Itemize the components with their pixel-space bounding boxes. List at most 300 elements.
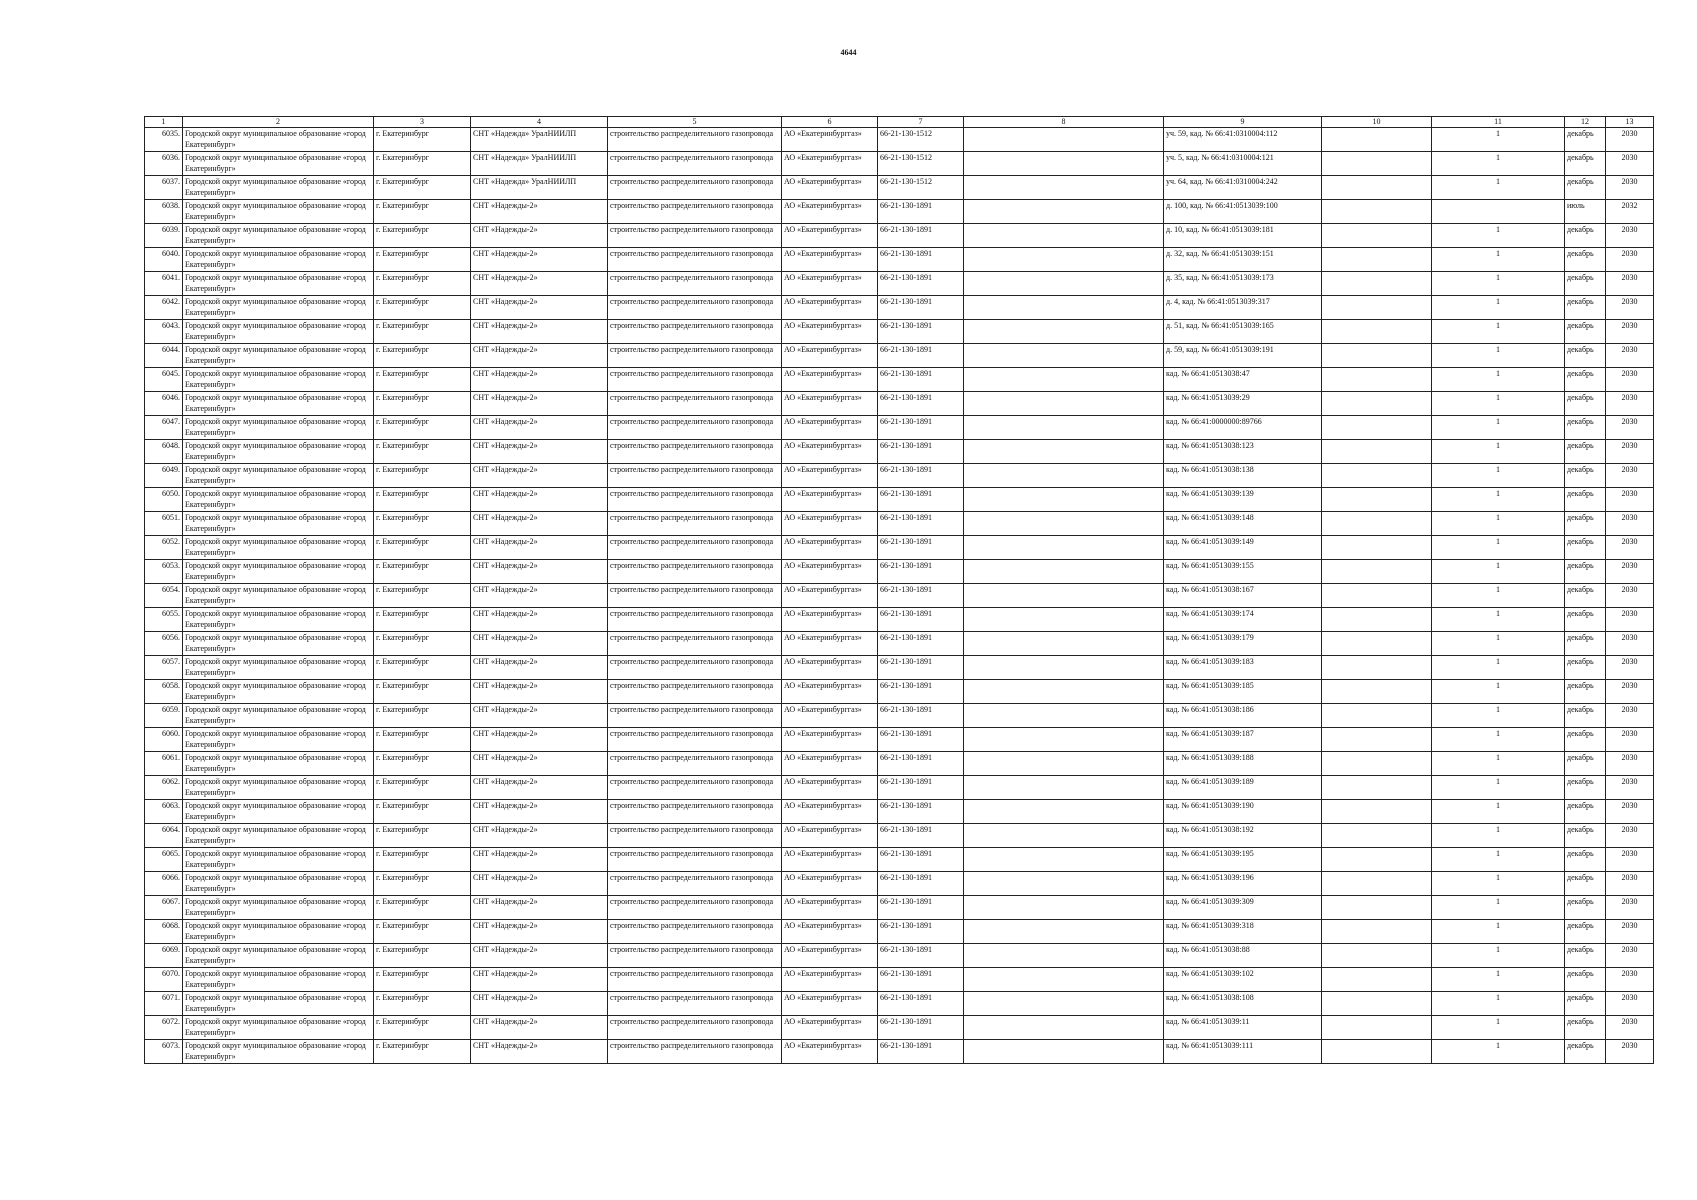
work-type-cell: строительство распределительного газопровода <box>608 488 782 512</box>
cadastral-number-cell: кад. № 66:41:0513038:192 <box>1164 824 1322 848</box>
table-row <box>145 944 1654 968</box>
quantity-cell <box>1432 200 1565 224</box>
registration-number-cell: 66-21-130-1891 <box>878 584 964 608</box>
operator-cell: АО «Екатеринбурггаз» <box>782 848 878 872</box>
registration-number-cell: 66-21-130-1891 <box>878 368 964 392</box>
year-cell: 2030 <box>1606 704 1654 728</box>
year-cell: 2030 <box>1606 896 1654 920</box>
empty-cell <box>964 176 1164 200</box>
municipality-cell: Городской округ муниципальное образование «город Екатеринбург» <box>183 464 374 488</box>
municipality-cell: Городской округ муниципальное образование «город Екатеринбург» <box>183 1040 374 1064</box>
month-cell: декабрь <box>1565 848 1606 872</box>
year-cell: 2030 <box>1606 776 1654 800</box>
year-cell: 2030 <box>1606 344 1654 368</box>
quantity-cell: 1 <box>1432 536 1565 560</box>
registration-number-cell: 66-21-130-1891 <box>878 1016 964 1040</box>
row-number: 6039. <box>145 224 183 248</box>
quantity-cell: 1 <box>1432 896 1565 920</box>
location-cell: СНТ «Надежды-2» <box>471 728 608 752</box>
location-cell: СНТ «Надежды-2» <box>471 968 608 992</box>
quantity-cell: 1 <box>1432 1040 1565 1064</box>
location-cell: СНТ «Надежды-2» <box>471 680 608 704</box>
empty-cell <box>1322 344 1432 368</box>
row-number: 6041. <box>145 272 183 296</box>
location-cell: СНТ «Надежды-2» <box>471 416 608 440</box>
cadastral-number-cell: кад. № 66:41:0513039:187 <box>1164 728 1322 752</box>
empty-cell <box>964 368 1164 392</box>
municipality-cell: Городской округ муниципальное образование «город Екатеринбург» <box>183 440 374 464</box>
operator-cell: АО «Екатеринбурггаз» <box>782 392 878 416</box>
empty-cell <box>1322 224 1432 248</box>
year-cell: 2030 <box>1606 368 1654 392</box>
empty-cell <box>964 680 1164 704</box>
municipality-cell: Городской округ муниципальное образование «город Екатеринбург» <box>183 992 374 1016</box>
empty-cell <box>964 440 1164 464</box>
quantity-cell: 1 <box>1432 848 1565 872</box>
operator-cell: АО «Екатеринбурггаз» <box>782 248 878 272</box>
settlement-cell: г. Екатеринбург <box>374 416 471 440</box>
cadastral-number-cell: д. 59, кад. № 66:41:0513039:191 <box>1164 344 1322 368</box>
cadastral-number-cell: кад. № 66:41:0000000:89766 <box>1164 416 1322 440</box>
operator-cell: АО «Екатеринбурггаз» <box>782 656 878 680</box>
work-type-cell: строительство распределительного газопровода <box>608 728 782 752</box>
month-cell: декабрь <box>1565 584 1606 608</box>
cadastral-number-cell: д. 32, кад. № 66:41:0513039:151 <box>1164 248 1322 272</box>
table-row <box>145 344 1654 368</box>
location-cell: СНТ «Надежды-2» <box>471 296 608 320</box>
empty-cell <box>1322 800 1432 824</box>
cadastral-number-cell: кад. № 66:41:0513038:47 <box>1164 368 1322 392</box>
gasification-table <box>144 116 1654 1064</box>
month-cell: декабрь <box>1565 344 1606 368</box>
operator-cell: АО «Екатеринбурггаз» <box>782 944 878 968</box>
registration-number-cell: 66-21-130-1891 <box>878 224 964 248</box>
cadastral-number-cell: д. 4, кад. № 66:41:0513039:317 <box>1164 296 1322 320</box>
column-header: 4 <box>471 117 608 128</box>
month-cell: декабрь <box>1565 464 1606 488</box>
registration-number-cell: 66-21-130-1512 <box>878 128 964 152</box>
cadastral-number-cell: кад. № 66:41:0513039:11 <box>1164 1016 1322 1040</box>
registration-number-cell: 66-21-130-1891 <box>878 272 964 296</box>
year-cell: 2030 <box>1606 440 1654 464</box>
municipality-cell: Городской округ муниципальное образование «город Екатеринбург» <box>183 536 374 560</box>
empty-cell <box>964 560 1164 584</box>
month-cell: декабрь <box>1565 1040 1606 1064</box>
table-row <box>145 1016 1654 1040</box>
work-type-cell: строительство распределительного газопровода <box>608 968 782 992</box>
cadastral-number-cell: кад. № 66:41:0513039:188 <box>1164 752 1322 776</box>
municipality-cell: Городской округ муниципальное образование «город Екатеринбург» <box>183 728 374 752</box>
table-row <box>145 416 1654 440</box>
year-cell: 2030 <box>1606 920 1654 944</box>
empty-cell <box>1322 920 1432 944</box>
quantity-cell: 1 <box>1432 776 1565 800</box>
location-cell: СНТ «Надежды-2» <box>471 872 608 896</box>
work-type-cell: строительство распределительного газопровода <box>608 392 782 416</box>
table-row <box>145 272 1654 296</box>
month-cell: декабрь <box>1565 656 1606 680</box>
row-number: 6044. <box>145 344 183 368</box>
month-cell: декабрь <box>1565 248 1606 272</box>
table-row <box>145 704 1654 728</box>
location-cell: СНТ «Надежды-2» <box>471 632 608 656</box>
registration-number-cell: 66-21-130-1891 <box>878 392 964 416</box>
year-cell: 2030 <box>1606 248 1654 272</box>
settlement-cell: г. Екатеринбург <box>374 656 471 680</box>
settlement-cell: г. Екатеринбург <box>374 248 471 272</box>
operator-cell: АО «Екатеринбурггаз» <box>782 1016 878 1040</box>
empty-cell <box>1322 440 1432 464</box>
work-type-cell: строительство распределительного газопровода <box>608 752 782 776</box>
row-number: 6068. <box>145 920 183 944</box>
year-cell: 2030 <box>1606 512 1654 536</box>
operator-cell: АО «Екатеринбурггаз» <box>782 128 878 152</box>
operator-cell: АО «Екатеринбурггаз» <box>782 896 878 920</box>
empty-cell <box>1322 200 1432 224</box>
row-number: 6058. <box>145 680 183 704</box>
settlement-cell: г. Екатеринбург <box>374 272 471 296</box>
table-row <box>145 920 1654 944</box>
registration-number-cell: 66-21-130-1891 <box>878 608 964 632</box>
year-cell: 2030 <box>1606 416 1654 440</box>
year-cell: 2030 <box>1606 560 1654 584</box>
registration-number-cell: 66-21-130-1891 <box>878 896 964 920</box>
month-cell: декабрь <box>1565 560 1606 584</box>
work-type-cell: строительство распределительного газопровода <box>608 272 782 296</box>
location-cell: СНТ «Надежды-2» <box>471 1040 608 1064</box>
month-cell: декабрь <box>1565 1016 1606 1040</box>
row-number: 6037. <box>145 176 183 200</box>
location-cell: СНТ «Надежды-2» <box>471 440 608 464</box>
row-number: 6061. <box>145 752 183 776</box>
cadastral-number-cell: д. 100, кад. № 66:41:0513039:100 <box>1164 200 1322 224</box>
location-cell: СНТ «Надежды-2» <box>471 824 608 848</box>
registration-number-cell: 66-21-130-1891 <box>878 440 964 464</box>
quantity-cell: 1 <box>1432 392 1565 416</box>
work-type-cell: строительство распределительного газопровода <box>608 1016 782 1040</box>
settlement-cell: г. Екатеринбург <box>374 752 471 776</box>
empty-cell <box>1322 584 1432 608</box>
registration-number-cell: 66-21-130-1891 <box>878 800 964 824</box>
empty-cell <box>1322 608 1432 632</box>
empty-cell <box>1322 680 1432 704</box>
empty-cell <box>964 992 1164 1016</box>
empty-cell <box>1322 368 1432 392</box>
quantity-cell: 1 <box>1432 560 1565 584</box>
month-cell: декабрь <box>1565 152 1606 176</box>
municipality-cell: Городской округ муниципальное образование «город Екатеринбург» <box>183 272 374 296</box>
municipality-cell: Городской округ муниципальное образование «город Екатеринбург» <box>183 416 374 440</box>
row-number: 6045. <box>145 368 183 392</box>
table-row <box>145 800 1654 824</box>
settlement-cell: г. Екатеринбург <box>374 536 471 560</box>
empty-cell <box>1322 536 1432 560</box>
settlement-cell: г. Екатеринбург <box>374 200 471 224</box>
row-number: 6053. <box>145 560 183 584</box>
empty-cell <box>964 464 1164 488</box>
registration-number-cell: 66-21-130-1891 <box>878 704 964 728</box>
settlement-cell: г. Екатеринбург <box>374 968 471 992</box>
year-cell: 2030 <box>1606 992 1654 1016</box>
quantity-cell: 1 <box>1432 728 1565 752</box>
municipality-cell: Городской округ муниципальное образование «город Екатеринбург» <box>183 608 374 632</box>
table-row <box>145 128 1654 152</box>
row-number: 6049. <box>145 464 183 488</box>
work-type-cell: строительство распределительного газопровода <box>608 608 782 632</box>
month-cell: декабрь <box>1565 704 1606 728</box>
location-cell: СНТ «Надежды-2» <box>471 608 608 632</box>
municipality-cell: Городской округ муниципальное образование «город Екатеринбург» <box>183 320 374 344</box>
registration-number-cell: 66-21-130-1891 <box>878 656 964 680</box>
quantity-cell: 1 <box>1432 320 1565 344</box>
empty-cell <box>1322 872 1432 896</box>
cadastral-number-cell: уч. 5, кад. № 66:41:0310004:121 <box>1164 152 1322 176</box>
month-cell: декабрь <box>1565 632 1606 656</box>
year-cell: 2030 <box>1606 680 1654 704</box>
location-cell: СНТ «Надежды-2» <box>471 776 608 800</box>
municipality-cell: Городской округ муниципальное образование «город Екатеринбург» <box>183 800 374 824</box>
work-type-cell: строительство распределительного газопровода <box>608 776 782 800</box>
month-cell: декабрь <box>1565 680 1606 704</box>
cadastral-number-cell: кад. № 66:41:0513039:318 <box>1164 920 1322 944</box>
quantity-cell: 1 <box>1432 1016 1565 1040</box>
page-number: 4644 <box>840 48 857 57</box>
month-cell: декабрь <box>1565 512 1606 536</box>
work-type-cell: строительство распределительного газопровода <box>608 680 782 704</box>
quantity-cell: 1 <box>1432 152 1565 176</box>
quantity-cell: 1 <box>1432 968 1565 992</box>
location-cell: СНТ «Надежды-2» <box>471 488 608 512</box>
empty-cell <box>964 584 1164 608</box>
operator-cell: АО «Екатеринбурггаз» <box>782 440 878 464</box>
column-header: 11 <box>1432 117 1565 128</box>
year-cell: 2030 <box>1606 1040 1654 1064</box>
row-number: 6069. <box>145 944 183 968</box>
empty-cell <box>964 872 1164 896</box>
cadastral-number-cell: уч. 64, кад. № 66:41:0310004:242 <box>1164 176 1322 200</box>
cadastral-number-cell: уч. 59, кад. № 66:41:0310004:112 <box>1164 128 1322 152</box>
year-cell: 2030 <box>1606 608 1654 632</box>
quantity-cell: 1 <box>1432 344 1565 368</box>
work-type-cell: строительство распределительного газопровода <box>608 152 782 176</box>
municipality-cell: Городской округ муниципальное образование «город Екатеринбург» <box>183 632 374 656</box>
municipality-cell: Городской округ муниципальное образование «город Екатеринбург» <box>183 200 374 224</box>
operator-cell: АО «Екатеринбурггаз» <box>782 152 878 176</box>
year-cell: 2030 <box>1606 944 1654 968</box>
month-cell: декабрь <box>1565 872 1606 896</box>
quantity-cell: 1 <box>1432 512 1565 536</box>
operator-cell: АО «Екатеринбурггаз» <box>782 272 878 296</box>
table-row <box>145 656 1654 680</box>
year-cell: 2030 <box>1606 728 1654 752</box>
row-number: 6067. <box>145 896 183 920</box>
empty-cell <box>964 1016 1164 1040</box>
cadastral-number-cell: кад. № 66:41:0513039:174 <box>1164 608 1322 632</box>
municipality-cell: Городской округ муниципальное образование «город Екатеринбург» <box>183 224 374 248</box>
quantity-cell: 1 <box>1432 632 1565 656</box>
table-row <box>145 776 1654 800</box>
registration-number-cell: 66-21-130-1891 <box>878 344 964 368</box>
cadastral-number-cell: кад. № 66:41:0513038:108 <box>1164 992 1322 1016</box>
column-header: 10 <box>1322 117 1432 128</box>
settlement-cell: г. Екатеринбург <box>374 488 471 512</box>
operator-cell: АО «Екатеринбурггаз» <box>782 368 878 392</box>
location-cell: СНТ «Надежды-2» <box>471 704 608 728</box>
cadastral-number-cell: кад. № 66:41:0513039:155 <box>1164 560 1322 584</box>
table-row <box>145 464 1654 488</box>
work-type-cell: строительство распределительного газопровода <box>608 872 782 896</box>
month-cell: декабрь <box>1565 944 1606 968</box>
month-cell: декабрь <box>1565 992 1606 1016</box>
municipality-cell: Городской округ муниципальное образование «город Екатеринбург» <box>183 824 374 848</box>
table-row <box>145 512 1654 536</box>
quantity-cell: 1 <box>1432 680 1565 704</box>
column-header: 12 <box>1565 117 1606 128</box>
municipality-cell: Городской округ муниципальное образование «город Екатеринбург» <box>183 776 374 800</box>
location-cell: СНТ «Надежды-2» <box>471 320 608 344</box>
registration-number-cell: 66-21-130-1891 <box>878 776 964 800</box>
table-row <box>145 1040 1654 1064</box>
location-cell: СНТ «Надежды-2» <box>471 200 608 224</box>
operator-cell: АО «Екатеринбурггаз» <box>782 992 878 1016</box>
row-number: 6048. <box>145 440 183 464</box>
row-number: 6047. <box>145 416 183 440</box>
month-cell: декабрь <box>1565 728 1606 752</box>
empty-cell <box>964 704 1164 728</box>
row-number: 6062. <box>145 776 183 800</box>
quantity-cell: 1 <box>1432 920 1565 944</box>
settlement-cell: г. Екатеринбург <box>374 800 471 824</box>
empty-cell <box>1322 128 1432 152</box>
registration-number-cell: 66-21-130-1891 <box>878 968 964 992</box>
settlement-cell: г. Екатеринбург <box>374 944 471 968</box>
operator-cell: АО «Екатеринбурггаз» <box>782 512 878 536</box>
quantity-cell: 1 <box>1432 656 1565 680</box>
municipality-cell: Городской округ муниципальное образование «город Екатеринбург» <box>183 704 374 728</box>
quantity-cell: 1 <box>1432 128 1565 152</box>
location-cell: СНТ «Надежды-2» <box>471 800 608 824</box>
month-cell: декабрь <box>1565 440 1606 464</box>
month-cell: декабрь <box>1565 368 1606 392</box>
empty-cell <box>964 968 1164 992</box>
cadastral-number-cell: кад. № 66:41:0513039:102 <box>1164 968 1322 992</box>
empty-cell <box>1322 320 1432 344</box>
empty-cell <box>964 752 1164 776</box>
empty-cell <box>1322 992 1432 1016</box>
cadastral-number-cell: кад. № 66:41:0513038:167 <box>1164 584 1322 608</box>
work-type-cell: строительство распределительного газопровода <box>608 848 782 872</box>
empty-cell <box>964 296 1164 320</box>
cadastral-number-cell: кад. № 66:41:0513038:186 <box>1164 704 1322 728</box>
settlement-cell: г. Екатеринбург <box>374 632 471 656</box>
operator-cell: АО «Екатеринбурггаз» <box>782 776 878 800</box>
column-header: 13 <box>1606 117 1654 128</box>
work-type-cell: строительство распределительного газопровода <box>608 896 782 920</box>
empty-cell <box>1322 656 1432 680</box>
settlement-cell: г. Екатеринбург <box>374 368 471 392</box>
column-header: 6 <box>782 117 878 128</box>
work-type-cell: строительство распределительного газопровода <box>608 560 782 584</box>
location-cell: СНТ «Надежды-2» <box>471 752 608 776</box>
row-number: 6051. <box>145 512 183 536</box>
cadastral-number-cell: кад. № 66:41:0513038:138 <box>1164 464 1322 488</box>
registration-number-cell: 66-21-130-1891 <box>878 200 964 224</box>
operator-cell: АО «Екатеринбурггаз» <box>782 608 878 632</box>
work-type-cell: строительство распределительного газопровода <box>608 656 782 680</box>
row-number: 6055. <box>145 608 183 632</box>
operator-cell: АО «Екатеринбурггаз» <box>782 920 878 944</box>
municipality-cell: Городской округ муниципальное образование «город Екатеринбург» <box>183 848 374 872</box>
registration-number-cell: 66-21-130-1891 <box>878 848 964 872</box>
registration-number-cell: 66-21-130-1891 <box>878 728 964 752</box>
quantity-cell: 1 <box>1432 248 1565 272</box>
month-cell: декабрь <box>1565 296 1606 320</box>
row-number: 6064. <box>145 824 183 848</box>
empty-cell <box>1322 464 1432 488</box>
year-cell: 2030 <box>1606 272 1654 296</box>
municipality-cell: Городской округ муниципальное образование «город Екатеринбург» <box>183 248 374 272</box>
empty-cell <box>1322 488 1432 512</box>
work-type-cell: строительство распределительного газопровода <box>608 1040 782 1064</box>
table-row <box>145 152 1654 176</box>
row-number: 6070. <box>145 968 183 992</box>
municipality-cell: Городской округ муниципальное образование «город Екатеринбург» <box>183 968 374 992</box>
location-cell: СНТ «Надежды-2» <box>471 248 608 272</box>
operator-cell: АО «Екатеринбурггаз» <box>782 872 878 896</box>
work-type-cell: строительство распределительного газопровода <box>608 992 782 1016</box>
operator-cell: АО «Екатеринбурггаз» <box>782 1040 878 1064</box>
column-header: 9 <box>1164 117 1322 128</box>
empty-cell <box>1322 560 1432 584</box>
row-number: 6063. <box>145 800 183 824</box>
empty-cell <box>964 272 1164 296</box>
table-row <box>145 632 1654 656</box>
empty-cell <box>964 608 1164 632</box>
empty-cell <box>964 128 1164 152</box>
cadastral-number-cell: кад. № 66:41:0513039:149 <box>1164 536 1322 560</box>
registration-number-cell: 66-21-130-1891 <box>878 536 964 560</box>
table-row <box>145 200 1654 224</box>
empty-cell <box>1322 728 1432 752</box>
cadastral-number-cell: кад. № 66:41:0513039:29 <box>1164 392 1322 416</box>
column-header: 7 <box>878 117 964 128</box>
work-type-cell: строительство распределительного газопровода <box>608 512 782 536</box>
operator-cell: АО «Екатеринбурггаз» <box>782 464 878 488</box>
table-row <box>145 224 1654 248</box>
settlement-cell: г. Екатеринбург <box>374 176 471 200</box>
row-number: 6038. <box>145 200 183 224</box>
settlement-cell: г. Екатеринбург <box>374 344 471 368</box>
operator-cell: АО «Екатеринбурггаз» <box>782 752 878 776</box>
empty-cell <box>964 728 1164 752</box>
empty-cell <box>1322 272 1432 296</box>
empty-cell <box>964 944 1164 968</box>
empty-cell <box>964 776 1164 800</box>
empty-cell <box>1322 896 1432 920</box>
row-number: 6054. <box>145 584 183 608</box>
registration-number-cell: 66-21-130-1512 <box>878 176 964 200</box>
settlement-cell: г. Екатеринбург <box>374 920 471 944</box>
location-cell: СНТ «Надежда» УралНИИЛП <box>471 152 608 176</box>
table-row <box>145 584 1654 608</box>
empty-cell <box>964 896 1164 920</box>
municipality-cell: Городской округ муниципальное образование «город Екатеринбург» <box>183 368 374 392</box>
work-type-cell: строительство распределительного газопровода <box>608 200 782 224</box>
month-cell: декабрь <box>1565 896 1606 920</box>
location-cell: СНТ «Надежды-2» <box>471 392 608 416</box>
year-cell: 2030 <box>1606 872 1654 896</box>
work-type-cell: строительство распределительного газопровода <box>608 944 782 968</box>
